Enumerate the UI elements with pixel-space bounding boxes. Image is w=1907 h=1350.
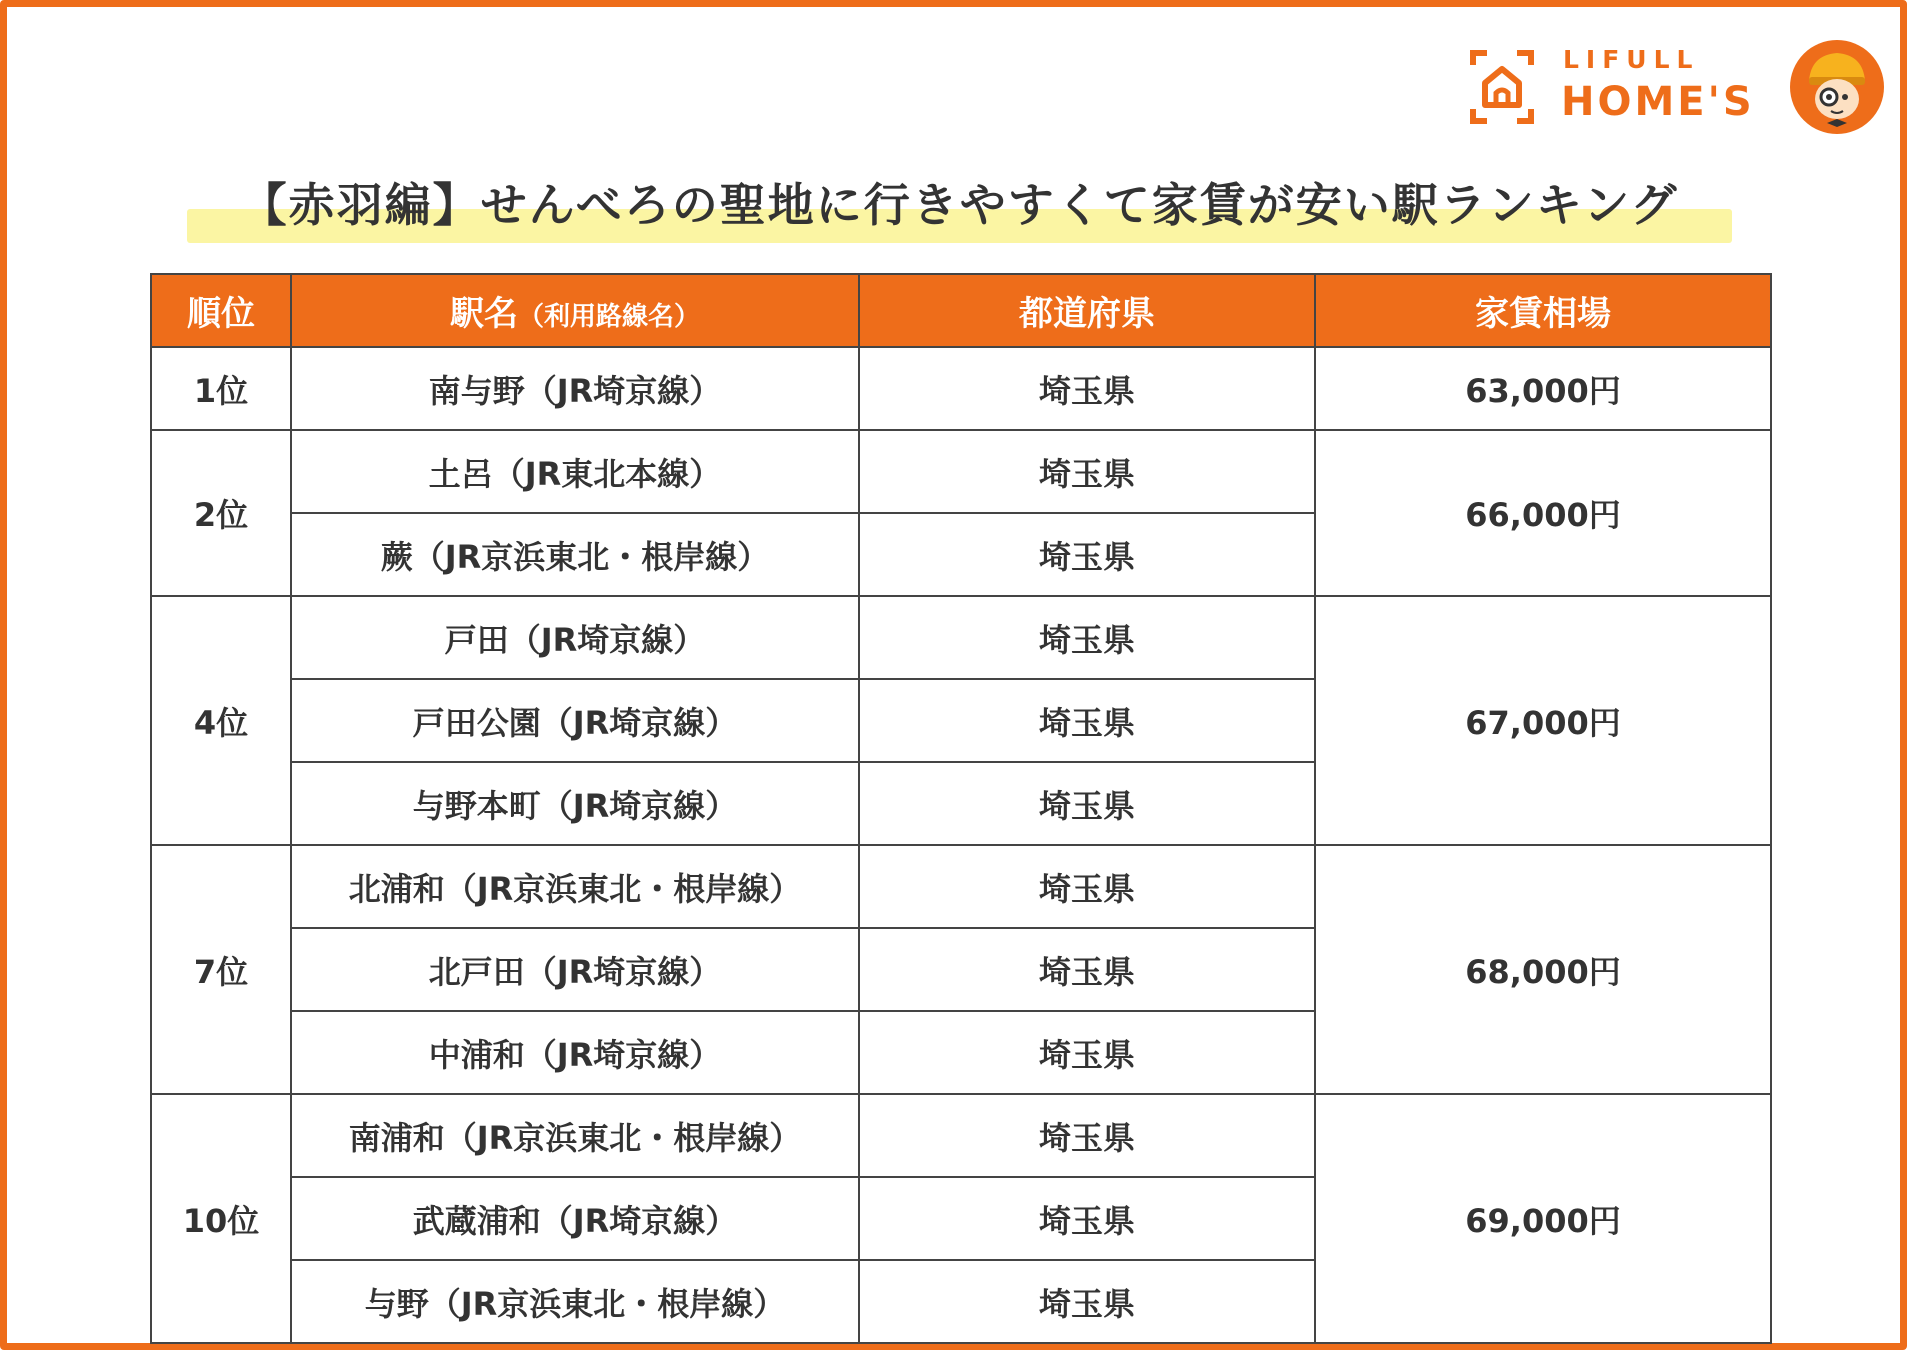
rent-cell: 68,000円 bbox=[1315, 845, 1771, 1094]
prefecture-cell: 埼玉県 bbox=[859, 430, 1315, 513]
rank-cell: 1位 bbox=[151, 347, 291, 430]
house-icon bbox=[1467, 47, 1537, 127]
rent-cell: 69,000円 bbox=[1315, 1094, 1771, 1343]
rent-cell: 66,000円 bbox=[1315, 430, 1771, 596]
rank-cell: 2位 bbox=[151, 430, 291, 596]
header-station bbox=[291, 274, 859, 347]
station-cell: 戸田（JR埼京線） bbox=[291, 596, 859, 679]
prefecture-cell: 埼玉県 bbox=[859, 679, 1315, 762]
rent-cell: 63,000円 bbox=[1315, 347, 1771, 430]
prefecture-cell: 埼玉県 bbox=[859, 1094, 1315, 1177]
ranking-table bbox=[150, 273, 1772, 1344]
table-header-row bbox=[151, 274, 1771, 347]
prefecture-cell: 埼玉県 bbox=[859, 347, 1315, 430]
logo-brand-top: LIFULL bbox=[1563, 45, 1700, 74]
station-cell: 中浦和（JR埼京線） bbox=[291, 1011, 859, 1094]
table-row bbox=[151, 845, 1771, 928]
header-rank: 順位 bbox=[151, 274, 291, 347]
station-cell: 武蔵浦和（JR埼京線） bbox=[291, 1177, 859, 1260]
mascot-icon bbox=[1787, 37, 1887, 137]
station-cell: 与野本町（JR埼京線） bbox=[291, 762, 859, 845]
prefecture-cell: 埼玉県 bbox=[859, 1011, 1315, 1094]
title-area bbox=[187, 169, 1732, 249]
header-station-sub: （利用路線名） bbox=[517, 302, 700, 332]
station-cell: 戸田公園（JR埼京線） bbox=[291, 679, 859, 762]
logo-brand-main: HOME'S bbox=[1561, 79, 1755, 125]
table-row bbox=[151, 430, 1771, 513]
header-rent: 家賃相場 bbox=[1315, 274, 1771, 347]
rank-cell: 7位 bbox=[151, 845, 291, 1094]
table-row bbox=[151, 347, 1771, 430]
rank-cell: 4位 bbox=[151, 596, 291, 845]
station-cell: 南与野（JR埼京線） bbox=[291, 347, 859, 430]
station-cell: 南浦和（JR京浜東北・根岸線） bbox=[291, 1094, 859, 1177]
rent-cell: 67,000円 bbox=[1315, 596, 1771, 845]
lifull-homes-logo bbox=[1467, 37, 1887, 147]
prefecture-cell: 埼玉県 bbox=[859, 762, 1315, 845]
station-cell: 土呂（JR東北本線） bbox=[291, 430, 859, 513]
station-cell: 蕨（JR京浜東北・根岸線） bbox=[291, 513, 859, 596]
header-prefecture: 都道府県 bbox=[859, 274, 1315, 347]
table-row bbox=[151, 1094, 1771, 1177]
page-title: 【赤羽編】せんべろの聖地に行きやすくて家賃が安い駅ランキング bbox=[240, 178, 1679, 232]
station-cell: 北戸田（JR埼京線） bbox=[291, 928, 859, 1011]
station-cell: 与野（JR京浜東北・根岸線） bbox=[291, 1260, 859, 1343]
prefecture-cell: 埼玉県 bbox=[859, 513, 1315, 596]
prefecture-cell: 埼玉県 bbox=[859, 1260, 1315, 1343]
header-station-label: 駅名 bbox=[449, 294, 518, 334]
station-cell: 北浦和（JR京浜東北・根岸線） bbox=[291, 845, 859, 928]
prefecture-cell: 埼玉県 bbox=[859, 596, 1315, 679]
rank-cell: 10位 bbox=[151, 1094, 291, 1343]
prefecture-cell: 埼玉県 bbox=[859, 1177, 1315, 1260]
prefecture-cell: 埼玉県 bbox=[859, 928, 1315, 1011]
table-row bbox=[151, 596, 1771, 679]
prefecture-cell: 埼玉県 bbox=[859, 845, 1315, 928]
